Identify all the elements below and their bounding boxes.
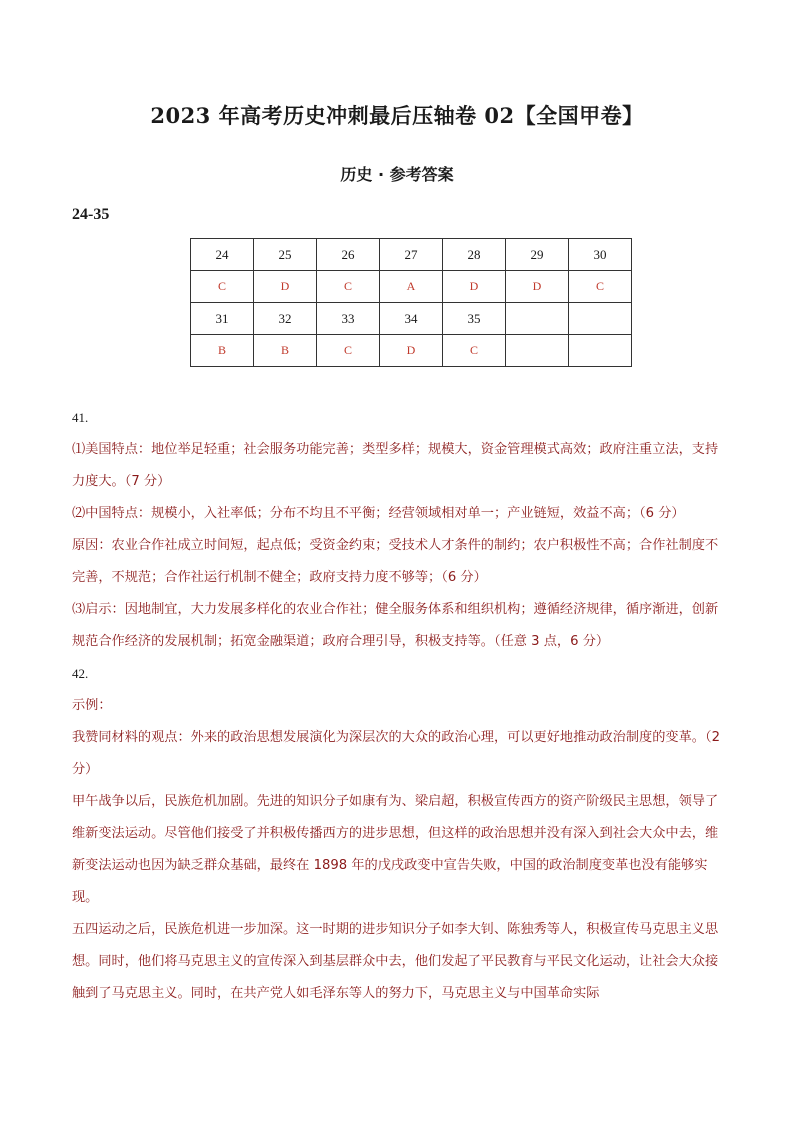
answer-body [72, 402, 724, 1010]
q41-part2-features: ⑵中国特点：规模小，入社率低；分布不均且不平衡；经营领域相对单一；产业链短，效益不高；（6 分） [72, 506, 685, 521]
page-title: 2023 年高考历史冲刺最后压轴卷 02【全国甲卷】 [150, 103, 644, 128]
page-subtitle: 历史 · 参考答案 [340, 165, 454, 184]
answer-cell: C [317, 271, 380, 303]
question-number-cell: 32 [254, 303, 317, 335]
answer-cell [569, 335, 632, 367]
question-number-cell: 33 [317, 303, 380, 335]
q42-paragraph-2: 甲午战争以后，民族危机加剧。先进的知识分子如康有为、梁启超，积极宣传西方的资产阶级民主思想，领导了维新变法运动。尽管他们接受了并积极传播西方的进步思想，但这样的政治思想并没有深入到社会大众中去，维新变法运动也因为缺乏群众基础，最终在 1898 年的戊戌政变中宣告失败，中国的政治制度变革也没有能够实现。 [72, 794, 719, 905]
answer-cell [506, 335, 569, 367]
question-number-row [191, 239, 632, 271]
q42-paragraph-3: 五四运动之后，民族危机进一步加深。这一时期的进步知识分子如李大钊、陈独秀等人，积极宣传马克思主义思想。同时，他们将马克思主义的宣传深入到基层群众中去，他们发起了平民教育与平民文化运动，让社会大众接触到了马克思主义。同时，在共产党人如毛泽东等人的努力下，马克思主义与中国革命实际 [72, 922, 719, 1001]
answer-row [191, 335, 632, 367]
q41-part3: ⑶启示：因地制宜，大力发展多样化的农业合作社；健全服务体系和组织机构；遵循经济规律，循序渐进，创新规范合作经济的发展机制；拓宽金融渠道；政府合理引导，积极支持等。（任意 3 点，6 分） [72, 602, 719, 649]
answer-row [191, 271, 632, 303]
q42-paragraph-1: 我赞同材料的观点：外来的政治思想发展演化为深层次的大众的政治心理，可以更好地推动政治制度的变革。（2 分） [72, 730, 720, 777]
q41-part1: ⑴美国特点：地位举足轻重；社会服务功能完善；类型多样；规模大，资金管理模式高效；政府注重立法，支持力度大。（7 分） [72, 442, 719, 489]
q42-example-label: 示例： [72, 698, 112, 713]
question-number-cell: 34 [380, 303, 443, 335]
question-number-cell: 26 [317, 239, 380, 271]
answer-cell: C [317, 335, 380, 367]
question-number-cell: 24 [191, 239, 254, 271]
question-number-cell: 31 [191, 303, 254, 335]
question-number-cell: 28 [443, 239, 506, 271]
question-41-number: 41. [72, 410, 89, 425]
question-number-cell: 27 [380, 239, 443, 271]
answer-cell: A [380, 271, 443, 303]
answer-cell: D [254, 271, 317, 303]
answer-cell: D [506, 271, 569, 303]
question-range-heading: 24-35 [72, 206, 110, 223]
answer-cell: D [380, 335, 443, 367]
question-number-cell: 29 [506, 239, 569, 271]
question-number-cell [569, 303, 632, 335]
q41-part2-reasons: 原因：农业合作社成立时间短，起点低；受资金约束；受技术人才条件的制约；农户积极性不高；合作社制度不完善，不规范；合作社运行机制不健全；政府支持力度不够等；（6 分） [72, 538, 719, 585]
answer-cell: B [191, 335, 254, 367]
answer-cell: C [569, 271, 632, 303]
answer-cell: B [254, 335, 317, 367]
question-number-cell: 35 [443, 303, 506, 335]
question-number-cell [506, 303, 569, 335]
answer-cell: C [191, 271, 254, 303]
answer-cell: D [443, 271, 506, 303]
question-number-row [191, 303, 632, 335]
question-42-number: 42. [72, 666, 89, 681]
answer-table [190, 238, 632, 367]
answer-cell: C [443, 335, 506, 367]
question-number-cell: 30 [569, 239, 632, 271]
question-number-cell: 25 [254, 239, 317, 271]
